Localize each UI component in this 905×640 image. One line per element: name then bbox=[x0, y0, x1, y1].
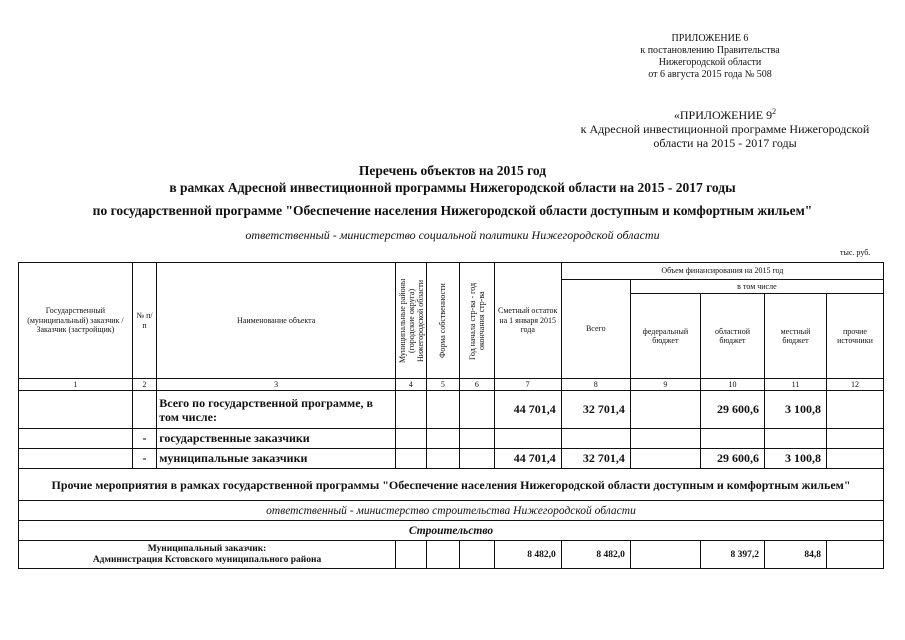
row-balance: 44 701,4 bbox=[494, 391, 561, 429]
column-numbers-row bbox=[19, 379, 884, 391]
table-row-municipal bbox=[19, 449, 884, 469]
header-funding: Объем финансирования на 2015 год bbox=[561, 263, 883, 280]
page-title-line1: Перечень объектов на 2015 год bbox=[358, 163, 547, 178]
col-number: 6 bbox=[460, 379, 495, 391]
table-row-customer bbox=[19, 541, 884, 569]
appendix-9-title: «ПРИЛОЖЕНИЕ 9 bbox=[673, 108, 773, 122]
row-total: 32 701,4 bbox=[561, 391, 630, 429]
row-local: 3 100,8 bbox=[764, 391, 826, 429]
row-total: 8 482,0 bbox=[561, 541, 630, 569]
section-title: Прочие мероприятия в рамках государственной программы "Обеспечение населения Нижегородской области доступным и комфортным жильем" bbox=[19, 469, 884, 501]
header-district: Муниципальные районы (городские округа) Нижегородской области bbox=[398, 278, 426, 363]
appendix-9-line3: области на 2015 - 2017 годы bbox=[653, 136, 797, 150]
col-number: 1 bbox=[19, 379, 133, 391]
customer-line2: Администрация Кстовского муниципального района bbox=[92, 554, 322, 565]
row-balance: 8 482,0 bbox=[494, 541, 561, 569]
table-row-state bbox=[19, 429, 884, 449]
col-number: 11 bbox=[764, 379, 826, 391]
appendix-9-sup: 2 bbox=[772, 107, 777, 116]
units-label: тыс. руб. bbox=[840, 248, 871, 257]
row-local: 3 100,8 bbox=[764, 449, 826, 469]
objects-table bbox=[18, 262, 884, 569]
col-number: 9 bbox=[630, 379, 700, 391]
col-number: 7 bbox=[494, 379, 561, 391]
row-no: - bbox=[132, 429, 156, 449]
section-responsible-row bbox=[19, 501, 884, 521]
appendix-line: к постановлению Правительства bbox=[640, 45, 780, 56]
row-name: муниципальные заказчики bbox=[157, 449, 396, 469]
table-row-total bbox=[19, 391, 884, 429]
header-years: Год начала стр-ва - год окончания стр-ва bbox=[467, 281, 486, 360]
subsection-title: Строительство bbox=[19, 521, 884, 541]
row-balance: 44 701,4 bbox=[494, 449, 561, 469]
header-balance: Сметный остаток на 1 января 2015 года bbox=[494, 263, 561, 379]
col-number: 5 bbox=[426, 379, 460, 391]
col-number: 12 bbox=[826, 379, 883, 391]
row-name: государственные заказчики bbox=[157, 429, 396, 449]
header-name: Наименование объекта bbox=[157, 263, 396, 379]
header-ownership: Форма собственности bbox=[438, 283, 448, 358]
header-federal: федеральный бюджет bbox=[630, 294, 700, 379]
appendix-line: ПРИЛОЖЕНИЕ 6 bbox=[671, 33, 749, 44]
customer-line1: Муниципальный заказчик: bbox=[147, 543, 267, 554]
header-row-1 bbox=[19, 263, 884, 280]
col-number: 4 bbox=[396, 379, 426, 391]
appendix-line: Нижегородской области bbox=[658, 57, 762, 68]
responsible-ministry: ответственный - министерство социальной политики Нижегородской области bbox=[245, 228, 660, 242]
col-number: 2 bbox=[132, 379, 156, 391]
row-regional: 29 600,6 bbox=[700, 449, 764, 469]
header-including: в том числе bbox=[630, 280, 883, 294]
row-regional: 8 397,2 bbox=[700, 541, 764, 569]
section-title-row bbox=[19, 469, 884, 501]
row-total: 32 701,4 bbox=[561, 449, 630, 469]
appendix-line: от 6 августа 2015 года № 508 bbox=[648, 69, 772, 80]
header-ownership-cell bbox=[426, 263, 460, 379]
header-total: Всего bbox=[561, 280, 630, 379]
header-no: № п/п bbox=[132, 263, 156, 379]
row-regional: 29 600,6 bbox=[700, 391, 764, 429]
header-customer: Государственный (муниципальный) заказчик / Заказчик (застройщик) bbox=[19, 263, 133, 379]
col-number: 3 bbox=[157, 379, 396, 391]
header-district-cell bbox=[396, 263, 426, 379]
appendix-9-block bbox=[560, 105, 890, 150]
appendix-6-block bbox=[620, 33, 800, 81]
header-local: местный бюджет bbox=[764, 294, 826, 379]
header-other: прочие источники bbox=[826, 294, 883, 379]
col-number: 10 bbox=[700, 379, 764, 391]
appendix-9-line2: к Адресной инвестиционной программе Нижегородской bbox=[580, 122, 870, 136]
row-no: - bbox=[132, 449, 156, 469]
subsection-row bbox=[19, 521, 884, 541]
header-regional: областной бюджет bbox=[700, 294, 764, 379]
row-name: Всего по государственной программе, в том числе: bbox=[157, 391, 396, 429]
page-title-line3: по государственной программе "Обеспечение населения Нижегородской области доступным и комфортным жильем" bbox=[92, 203, 813, 218]
row-local: 84,8 bbox=[764, 541, 826, 569]
header-years-cell bbox=[460, 263, 495, 379]
customer-cell bbox=[19, 541, 396, 569]
page-title-line2: в рамках Адресной инвестиционной программы Нижегородской области на 2015 - 2017 годы bbox=[169, 180, 736, 195]
col-number: 8 bbox=[561, 379, 630, 391]
section-responsible: ответственный - министерство строительства Нижегородской области bbox=[19, 501, 884, 521]
